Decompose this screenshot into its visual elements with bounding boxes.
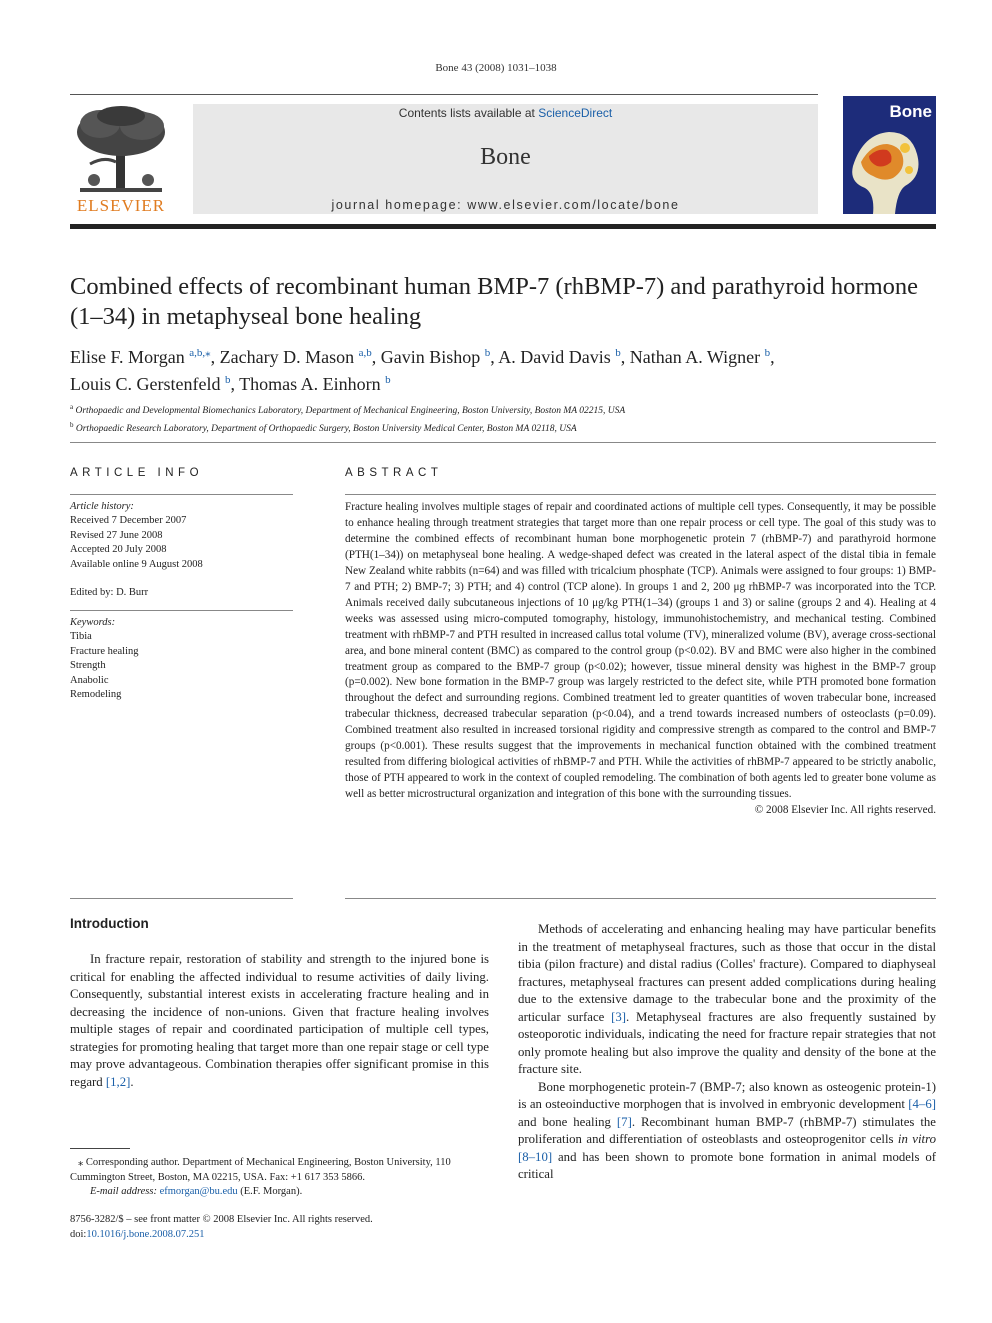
footnote-mark: ⁎ [78,1157,84,1168]
paragraph: Bone morphogenetic protein-7 (BMP-7; also known as osteogenic protein-1) is an osteoinductive morphogen that is involved in embryonic development [4–6] and bone healing [7]. Recombinant human BMP-7 (rhBMP-7) stimulates the proliferation and differentiation of osteoblasts and osteoprogenitor cells in vitro [8–10] and has been shown to promote bone formation in animal models of critical [518,1079,936,1181]
keyword: Tibia [70,631,92,643]
author[interactable]: Nathan A. Wigner $^b$ [629,347,771,367]
info-rule [70,610,293,611]
keyword: Strength [70,660,106,672]
author-list: Elise F. Morgan $^{a,b,⁎}$, Zachary D. Mason $^{a,b}$, Gavin Bishop $^b$, A. David Davis $^b$, Nathan A. Wigner $^b$, Louis C. Gerstenfeld $^b$, Thomas A. Einhorn $^b$ [70,347,775,394]
abstract-bottom-rule [345,898,936,899]
citation-link[interactable]: [1,2] [105,1074,131,1089]
keywords [70,616,293,702]
header-thick-rule [70,224,936,229]
doi-label: doi: [70,1228,87,1240]
page-footer [70,1213,490,1242]
abstract [345,500,936,819]
corresponding-author-footnote: ⁎ Corresponding author. Department of Mechanical Engineering, Boston University, 110 Cummington Street, Boston, MA 02215, USA. Fax: +1 617 353 5866. E-mail address: efmorgan@bu.edu (E.F. Morgan). [70,1157,451,1197]
info-bottom-rule [70,898,293,899]
article-title: Combined effects of recombinant human BMP-7 (rhBMP-7) and parathyroid hormone (1–34) in metaphyseal bone healing [70,273,919,330]
citation-link[interactable]: [7] [616,1114,632,1129]
issn-line: 8756-3282/$ – see front matter © 2008 Elsevier Inc. All rights reserved. [70,1214,373,1225]
doi-link[interactable]: 10.1016/j.bone.2008.07.251 [86,1228,205,1240]
sciencedirect-link[interactable]: ScienceDirect [538,106,613,120]
affiliations [70,400,940,436]
citation-link[interactable]: [3] [611,1009,627,1024]
footnote-rule [70,1148,130,1149]
revised-date: Revised 27 June 2008 [70,529,163,541]
body-left-column [70,951,489,1091]
online-date: Available online 9 August 2008 [70,558,203,570]
received-date: Received 7 December 2007 [70,515,187,527]
copyright: © 2008 Elsevier Inc. All rights reserved. [754,804,936,817]
tree-icon [70,104,172,196]
journal-cover[interactable] [843,96,936,214]
abstract-text: Fracture healing involves multiple stages of repair and coordinated actions of multiple cell types. Consequently, it may be possible to enhance healing through treatment strategies that target more than one repair process or cell type. The goal of this study was to determine the combined effects of recombinant human bone morphogenetic protein 7 (rhBMP-7) and parathyroid hormone (PTH(1–34)) on metaphyseal bone healing. A wedge-shaped defect was created in the lateral aspect of the distal tibia in female New Zealand white rabbits (n=64) and was filled with tricalcium phosphate (TCP). Animals were assigned to four groups: 1) BMP-7 and PTH; 2) BMP-7; 3) PTH; and 4) control (TCP alone). In groups 1 and 2, 200 μg rhBMP-7 was incorporated into the TCP. Animals received daily subcutaneous injections of 10 μg/kg PTH(1–34) (groups 1 and 3) or saline (groups 2 and 4). Healing at 4 weeks was assessed using micro-computed tomography, histology, immunohistochemistry, and mechanical testing. Combined treatment with rhBMP-7 and PTH resulted in increased callus total volume (TV), mineralized volume (BV), average cross-sectional area, and bone mineral content (BMC) as compared to the control group (p<0.02). BV and BMC were also higher in the combined treatment group as compared to the BMP-7 group (p<0.02); however, tissue mineral density was highest in the BMP-7 group (p=0.002). New bone formation in the BMP-7 group was largely restricted to the defect site, while PTH promoted bone formation throughout the defect and surrounding regions. Combined treatment led to greater quantities of woven trabecular bone, increased trabecular thickness, decreased trabecular separation (p<0.04), and a trend towards increased numbers of osteoclasts (p=0.09). Combined treatment also resulted in increased torsional rigidity and compressive strength as compared to the control and BMP-7 groups (p<0.001). These results suggest that the improvements in mechanical function obtained with the combined treatment resulted from differing biological activities of rhBMP-7 and PTH. While the activities of rhBMP-7 appeared to be strictly anabolic, those of PTH appeared to work in the context of coupled remodeling. The combination of both agents led to greater bone volume as well as better microstructural organization and integration of this bone with the surrounding tissues. [345,501,936,801]
elsevier-logo[interactable] [70,104,172,216]
elsevier-wordmark: ELSEVIER [76,196,166,215]
citation-link[interactable]: [4–6] [908,1097,936,1111]
article-info-heading: ARTICLE INFO [70,467,204,479]
contents-prefix: Contents lists available at [398,106,539,120]
email-link[interactable]: efmorgan@bu.edu [159,1186,238,1197]
edited-by: Edited by: D. Burr [70,587,149,598]
accepted-date: Accepted 20 July 2008 [70,544,167,556]
info-rule [70,494,293,495]
abstract-rule [345,494,936,495]
history-label: Article history: [70,501,134,512]
cover-title: Bone [889,102,932,121]
keywords-label: Keywords: [70,617,116,628]
keyword: Remodeling [70,689,122,701]
author[interactable]: Zachary D. Mason $^{a,b}$ [219,347,372,367]
contents-line [193,106,818,120]
author[interactable]: Thomas A. Einhorn $^b$ [239,374,391,394]
author[interactable]: Gavin Bishop $^b$ [380,347,491,367]
introduction-heading: Introduction [70,916,149,931]
abstract-heading: ABSTRACT [345,467,443,479]
citation-link[interactable]: [8–10] [518,1149,553,1164]
affiliation: $^b$ Orthopaedic Research Laboratory, Department of Orthopaedic Surgery, Boston University Medical Center, Boston MA 02118, USA [70,421,577,435]
author[interactable]: A. David Davis $^b$ [498,347,621,367]
journal-homepage-link[interactable]: journal homepage: www.elsevier.com/locate/bone [331,198,680,212]
footnote-text: Corresponding author. Department of Mechanical Engineering, Boston University, 110 Cummington Street, Boston, MA 02215, USA. Fax: +1 617 353 5866. [70,1157,451,1183]
paragraph: Methods of accelerating and enhancing healing may have particular benefits in the treatment of metaphyseal fractures, such as those that occur in the distal tibia (pilon fracture) and distal radius (Colles' fracture). Compared to diaphyseal fractures, metaphyseal fractures can present added complications during healing due to the extensive damage to the trabecular bone and the proximity of the articular surface [3]. Metaphyseal fractures are also frequently sustained by osteoporotic individuals, indicating the need for fracture repair strategies that not only promote healing but also improve the quality and density of the bone at the fracture site. [518,922,936,1076]
author[interactable]: Louis C. Gerstenfeld $^b$ [70,374,231,394]
journal-header-box [193,104,818,214]
article-history [70,500,293,572]
author[interactable]: Elise F. Morgan $^{a,b,⁎}$ [70,347,211,367]
keyword: Anabolic [70,674,109,686]
email-label: E-mail address: [90,1186,157,1197]
body-right-column [518,921,936,1184]
paragraph: In fracture repair, restoration of stability and strength to the injured bone is critical for enabling the affected individual to resume activities of daily living. Consequently, substantial interest exists in accelerating fracture healing and in decreasing the incidence of non-unions. Given that fracture healing involves multiple stages of repair and coordinated participation of multiple cell types, strategies for promoting healing that target more than one repair stage or cell type may prove advantageous. Combination therapies offer significant promise in this regard [1,2]. [70,952,489,1089]
journal-name: Bone [480,144,531,170]
affiliation: $^a$ Orthopaedic and Developmental Biomechanics Laboratory, Department of Mechanical Engineering, Boston University, Boston MA 02215, USA [70,403,626,417]
keyword: Fracture healing [70,645,139,657]
section-rule [70,442,936,443]
journal-citation: Bone 43 (2008) 1031–1038 [435,62,557,74]
header-rule [70,94,818,95]
